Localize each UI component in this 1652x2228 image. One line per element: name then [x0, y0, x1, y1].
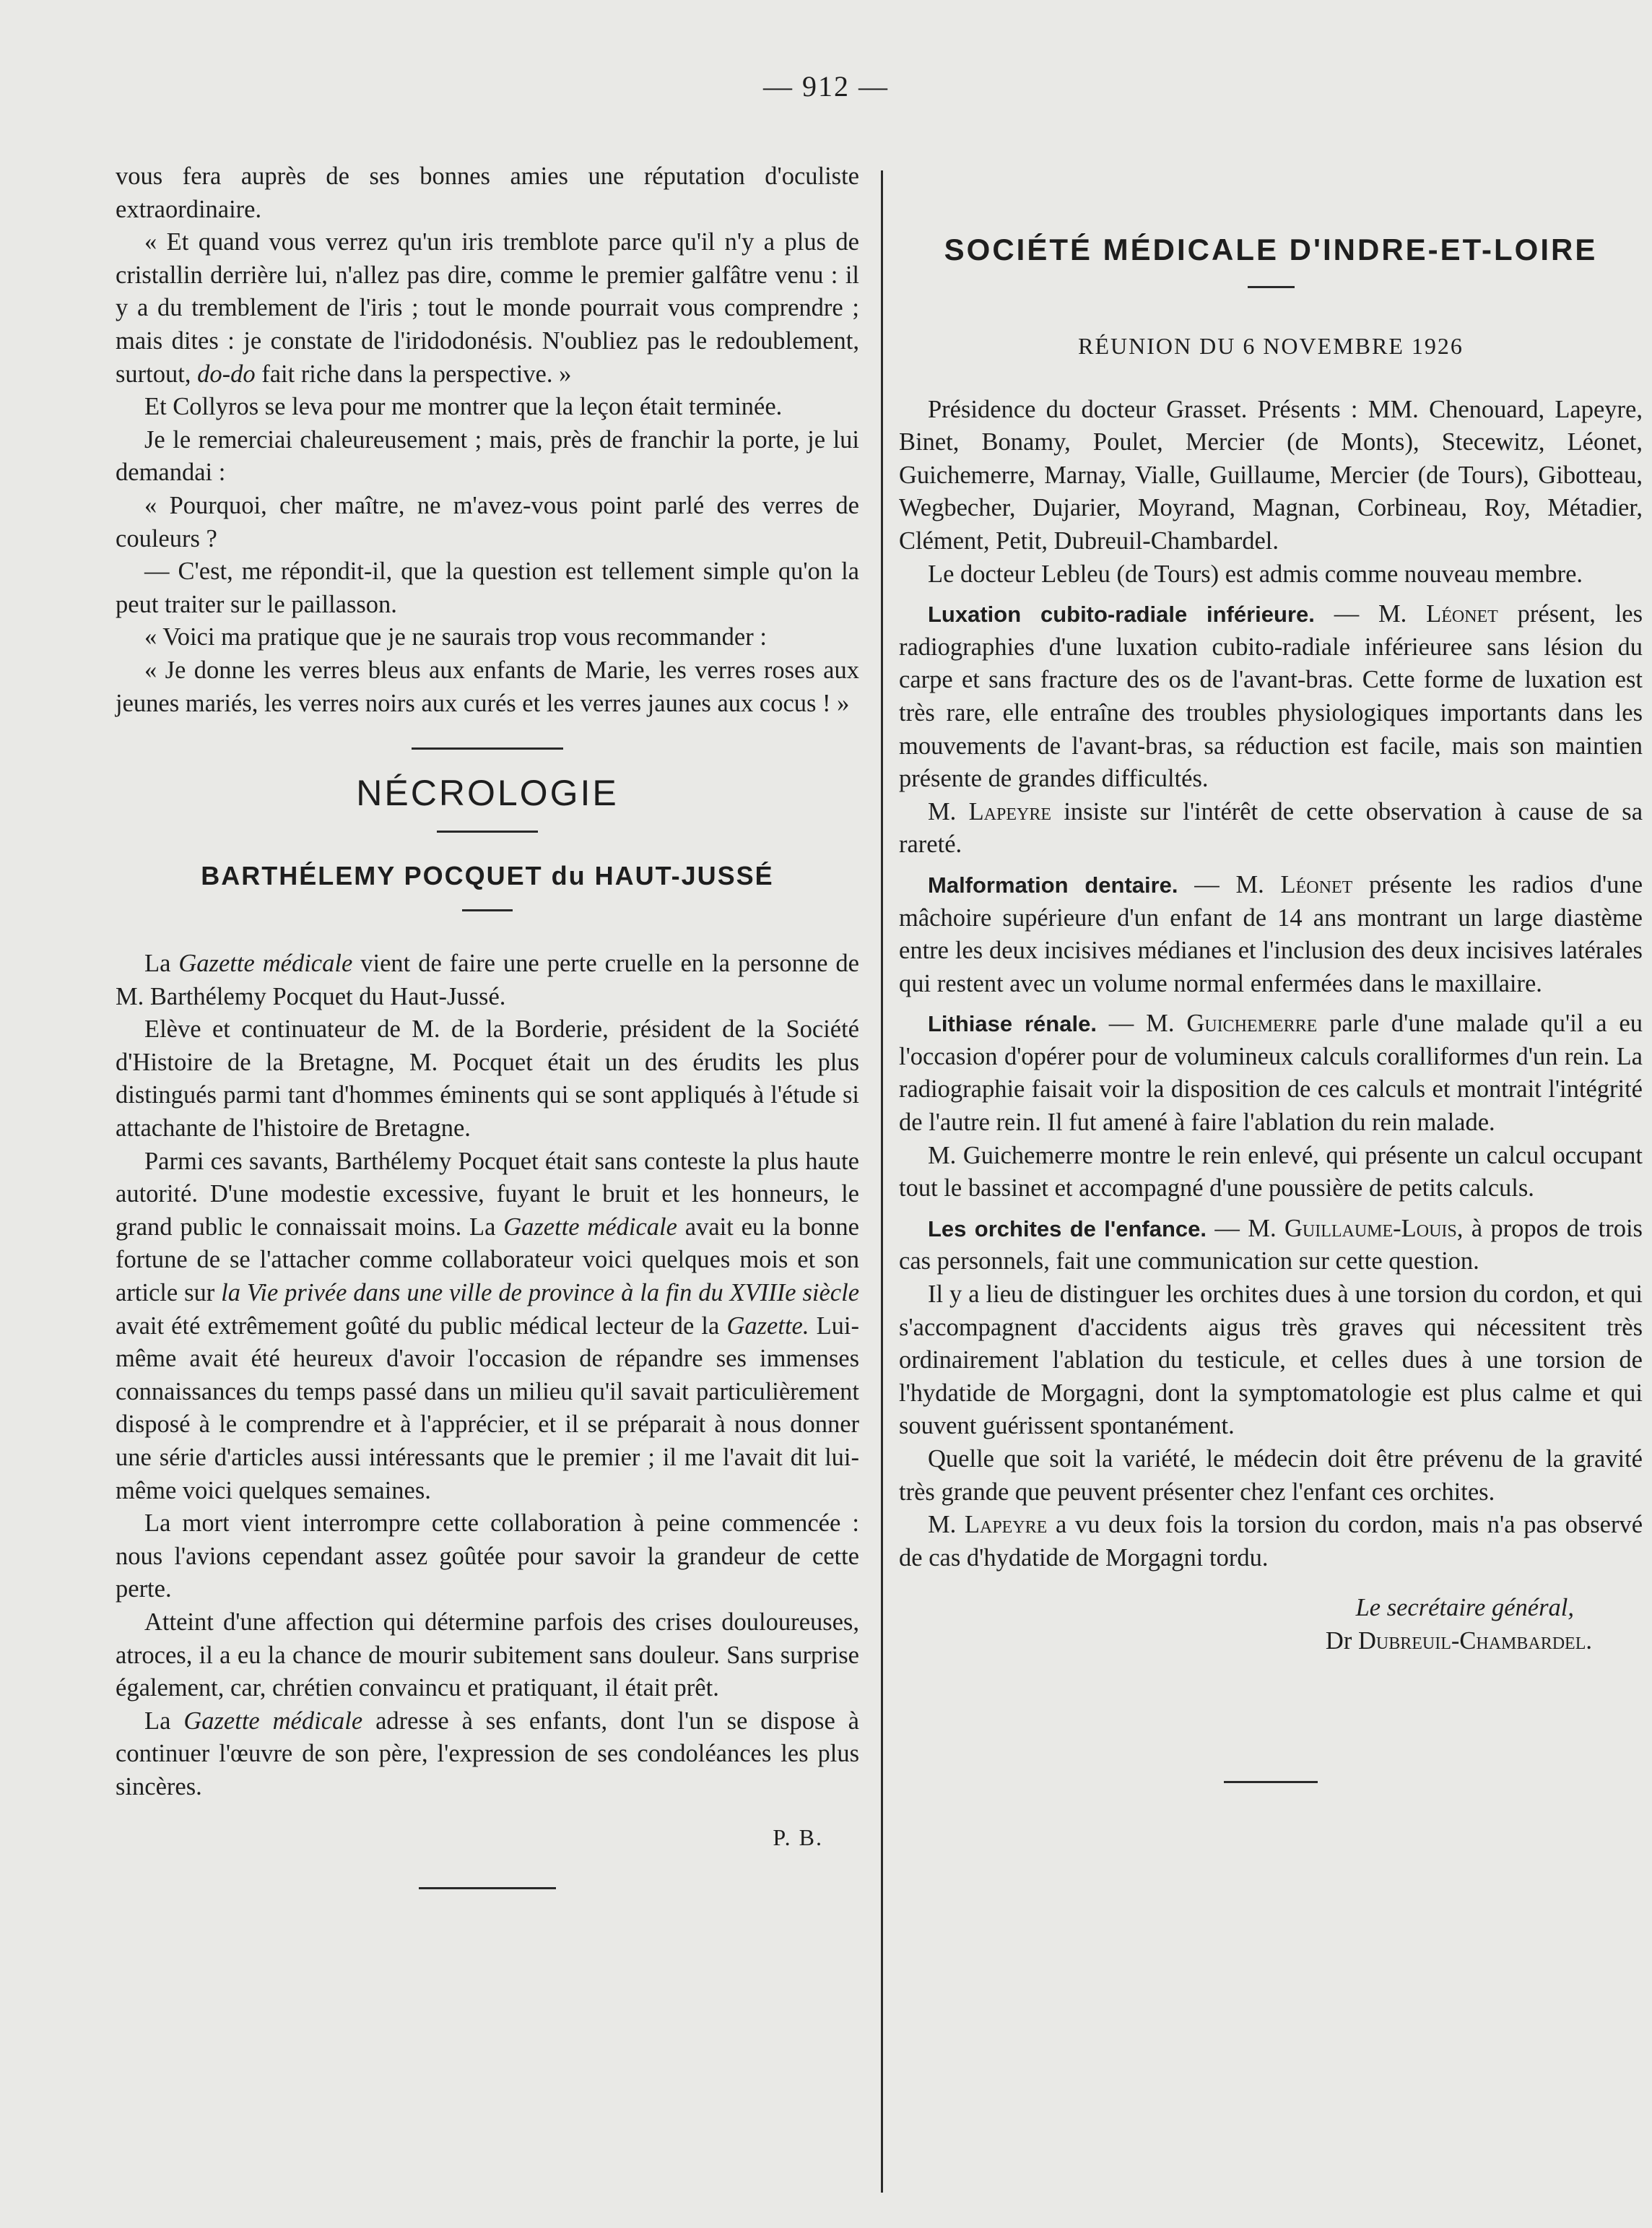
paragraph: M. Guichemerre montre le rein enlevé, qui présente un calcul occupant tout le bassinet et accompagné d'une poussière de petits calculs. — [899, 1141, 1643, 1202]
text: « Et quand vous verrez qu'un iris tremblote parce qu'il n'y a plus de cristallin derrière lui, n'allez pas dire, comme le premier galfâtre venu : il y a du tremblement de l'iris ; tout le monde pourrait vous comprendre ; mais dites : je constate de l'iridodonésis. N'oubliez pas le redoublement, surtout, — [116, 228, 859, 388]
paragraph: Et Collyros se leva pour me montrer que la leçon était terminée. — [144, 393, 783, 421]
text: — M. — [1334, 600, 1407, 628]
text: La — [144, 1707, 171, 1735]
paragraph: « Je donne les verres bleus aux enfants de Marie, les verres roses aux jeunes mariés, les verres noirs aux curés et les verres jaunes aux cocus ! » — [116, 656, 859, 717]
topic-title: Malformation dentaire. — [928, 872, 1178, 898]
text: insiste sur l'intérêt de cette observation à cause de sa rareté. — [899, 797, 1643, 859]
paragraph — [899, 796, 1643, 862]
left-column — [116, 160, 859, 1889]
signature-title: Le secrétaire général, — [1355, 1594, 1574, 1622]
section-title-necrologie: NÉCROLOGIE — [356, 773, 619, 814]
paragraph — [899, 869, 1643, 1000]
paragraph — [116, 1145, 859, 1508]
text: Parmi ces savants, Barthélemy Pocquet était sans conteste la plus haute autorité. D'une modestie excessive, fuyant le bruit et les honneurs, le grand public le connaissait moins. La — [116, 1147, 859, 1241]
text: — M. — [1108, 1010, 1175, 1038]
paragraph: Atteint d'une affection qui détermine parfois des crises douloureuses, atroces, il a eu la chance de mourir subitement sans douleur. Sans surprise également, car, chrétien convaincu et pratiquant, il était prêt. — [116, 1608, 859, 1702]
title-rule — [1248, 286, 1295, 288]
text: — M. — [1214, 1214, 1277, 1242]
paragraph — [116, 226, 859, 391]
title-rule — [462, 909, 513, 911]
text: avait été extrêmement goûté du public médical lecteur de la — [116, 1312, 720, 1340]
italic-text: Gazette. — [726, 1312, 809, 1340]
text: présente les radios d'une mâchoire supérieure d'un enfant de 14 ans montrant un large diastème entre les deux incisives médianes et l'inclusion des deux incisives latérales qui restent avec un volume normal enfermées dans le maxillaire. — [899, 870, 1643, 997]
text: avait eu la bonne fortune de se l'attacher comme collaborateur voici quelques mois et son article sur — [116, 1213, 859, 1307]
text: , à propos de trois cas personnels, fait une communication sur cette question. — [899, 1214, 1643, 1275]
italic-text: do-do — [197, 360, 256, 388]
text: a vu deux fois la torsion du cordon, mais n'a pas observé de cas d'hydatide de Morgagni tordu. — [899, 1511, 1643, 1572]
paragraph — [899, 1007, 1643, 1139]
italic-text: Gazette médicale — [503, 1213, 677, 1241]
paragraph: — C'est, me répondit-il, que la question est tellement simple qu'on la peut traiter sur le paillasson. — [116, 558, 859, 618]
section-rule — [412, 747, 563, 750]
topic-title: Lithiase rénale. — [928, 1011, 1097, 1037]
text: M. — [928, 797, 957, 825]
topic-title: Luxation cubito-radiale inférieure. — [928, 602, 1315, 628]
paragraph — [116, 948, 859, 1013]
paragraph — [899, 598, 1643, 796]
text: vient de faire une perte cruelle en la personne de M. Barthélemy Pocquet du Haut-Jussé. — [116, 950, 859, 1010]
title-rule — [437, 831, 538, 833]
paragraph — [116, 1705, 859, 1804]
end-rule — [419, 1887, 556, 1889]
column-divider — [881, 170, 883, 2193]
speaker-name: Guichemerre — [1186, 1010, 1318, 1038]
right-column — [899, 231, 1643, 1783]
paragraph: La mort vient interrompre cette collaboration à peine commencée : nous l'avions cependant assez goûtée pour savoir la grandeur de cette perte. — [116, 1509, 859, 1603]
signature-name — [899, 1625, 1643, 1658]
meeting-date: RÉUNION DU 6 NOVEMBRE 1926 — [1078, 333, 1464, 359]
speaker-name: Guillaume-Louis — [1284, 1214, 1457, 1242]
paragraph: Quelle que soit la variété, le médecin doit être prévenu de la gravité très grande que peuvent présenter chez l'enfant ces orchites. — [899, 1445, 1643, 1506]
secretary-name: Dubreuil-Chambardel. — [1357, 1626, 1592, 1655]
paragraph — [899, 1509, 1643, 1574]
text: parle d'une malade qu'il a eu l'occasion d'opérer pour de volumineux calculs coralliformes d'un rein. La radiographie faisait voir la disposition de ces calculs et montrait l'intégrité de l'autre rein. Il fut amené à faire l'ablation du rein malade. — [899, 1010, 1643, 1137]
italic-text: Gazette médicale — [178, 950, 353, 978]
text: — M. — [1194, 870, 1264, 898]
society-title: SOCIÉTÉ MÉDICALE D'INDRE-ET-LOIRE — [944, 233, 1598, 266]
paragraph: Le docteur Lebleu (de Tours) est admis comme nouveau membre. — [928, 560, 1583, 588]
end-rule — [1224, 1781, 1318, 1783]
paragraph: « Pourquoi, cher maître, ne m'avez-vous point parlé des verres de couleurs ? — [116, 491, 859, 552]
speaker-name: Léonet — [1426, 600, 1498, 628]
page-number: — 912 — — [763, 70, 889, 103]
paragraph — [899, 1213, 1643, 1278]
author-initials: P. B. — [773, 1824, 823, 1850]
text: présent, les radiographies d'une luxation cubito-radiale inférieuree sans lésion du carpe et sans fracture des os de l'avant-bras. Cette forme de luxation est très rare, elle entraîne des troubles physiologiques importants dans les mouvements de l'avant-bras, sa réduction est facile, mais son maintien présente de grandes difficultés. — [899, 600, 1643, 793]
text: M. — [928, 1511, 957, 1539]
speaker-name: Lapeyre — [964, 1511, 1048, 1539]
paragraph: « Voici ma pratique que je ne saurais trop vous recommander : — [144, 623, 767, 651]
text: La — [144, 950, 171, 978]
text: adresse à ses enfants, dont l'un se dispose à continuer l'œuvre de son père, l'expression de ses condoléances les plus sincères. — [116, 1707, 859, 1800]
text: fait riche dans la perspective. » — [261, 360, 572, 388]
doctor-abbrev: Dr — [1325, 1626, 1352, 1655]
italic-text: Gazette médicale — [183, 1707, 363, 1735]
italic-text: la Vie privée dans une ville de province à la fin du XVIIIe siècle — [221, 1279, 860, 1307]
paragraph: Je le remerciai chaleureusement ; mais, près de franchir la porte, je lui demandai : — [116, 425, 859, 487]
text: Lui-même avait été heureux d'avoir l'occasion de répandre ses immenses connaissances du temps passé dans un milieu qu'il savait particulièrement disposé à le comprendre et à l'apprécier, et il se préparait à nous donner une série d'articles aussi intéressants que le premier ; il me l'avait dit lui-même voici quelques semaines. — [116, 1312, 859, 1504]
obituary-title: BARTHÉLEMY POCQUET du HAUT-JUSSÉ — [201, 861, 774, 891]
paragraph: Elève et continuateur de M. de la Borderie, président de la Société d'Histoire de la Bretagne, M. Pocquet était un des érudits les plus distingués parmi tant d'hommes éminents qui se sont appliqués à l'étude si attachante de l'histoire de Bretagne. — [116, 1015, 859, 1143]
paragraph: Il y a lieu de distinguer les orchites dues à une torsion du cordon, et qui s'accompagnent d'accidents aigus très graves qui nécessitent très ordinairement l'ablation du testicule, et celles dues à une torsion de l'hydatide de Morgagni, dont la symptomatologie est plus calme et qui souvent guérissent spontanément. — [899, 1280, 1643, 1440]
paragraph: Présidence du docteur Grasset. Présents : MM. Chenouard, Lapeyre, Binet, Bonamy, Poulet, Mercier (de Monts), Stecewitz, Léonet, Guichemerre, Marnay, Vialle, Guillaume, Mercier (de Tours), Gibotteau, Wegbecher, Dujarier, Moyrand, Magnan, Corbineau, Roy, Métadier, Clément, Petit, Dubreuil-Chambardel. — [899, 395, 1643, 555]
paragraph: vous fera auprès de ses bonnes amies une réputation d'oculiste extraordinaire. — [116, 162, 859, 223]
speaker-name: Lapeyre — [968, 797, 1052, 825]
topic-title: Les orchites de l'enfance. — [928, 1215, 1207, 1241]
speaker-name: Léonet — [1280, 870, 1353, 898]
